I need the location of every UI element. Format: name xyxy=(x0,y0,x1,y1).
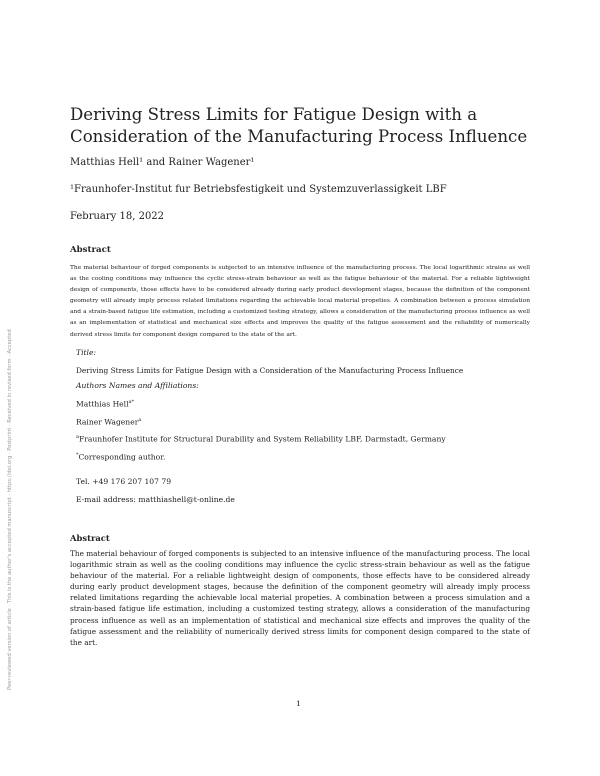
author-1-sup: a* xyxy=(128,399,135,405)
title-page-title: Deriving Stress Limits for Fatigue Design with a Consideration of the Manufacturing Process Influence xyxy=(76,366,464,375)
title-page-abstract-text: The material behaviour of forged components is subjected to an intensive influence of the manufacturing process. The local logarithmic strain as well as the cooling conditions may influence the cyclic stress-strain behaviour as well as the fatigue behaviour of the material. For a reliable lightweight design of components, those effects have to be considered already during early product development stages, because the definition of the component geometry will already imply process related limitations regarding the achievable local material propeties. A combination between a process simulation and a strain-based fatigue life estimation, including a customized testing strategy, allows a consideration of the manufacturing process influence as well as an implementation of statistical and mechanical size effects and improves the quality of the fatigue assessment and the reliability of numerically derived stress limits for component design compared to the state of the art. xyxy=(70,549,530,647)
affil-sup: a xyxy=(76,434,79,440)
abstract-text: The material behaviour of forged components is subjected to an intensive influence of the manufacturing process. The local logarithmic strains as well as the cooling conditions may influence the cyclic stress-strain behaviour as well as the fatigue behaviour of the material. For a reliable lightweight design of components, those effects have to be considered already during early product development stages, because the definition of the component geometry will already imply process related limitations regarding the achievable local material propeties. A combination between a process simulation and a strain-based fatigue life estimation, including a customized testing strategy, allows a consideration of the manufacturing process influence as well as an implementation of statistical and mechanical size effects and improves the quality of the fatigue assessment and the reliability of numerically derived stress limits for component design compared to the state of the art. xyxy=(70,265,530,338)
author-1-name: Matthias Hell xyxy=(76,399,129,409)
corr-text: Corresponding author. xyxy=(78,452,166,462)
title-page-affiliation xyxy=(76,434,446,444)
title-page-tel: Tel. +49 176 207 107 79 xyxy=(76,477,172,486)
title-page-author-2 xyxy=(76,417,141,427)
title-page-author-1 xyxy=(76,399,134,409)
side-margin-text: Peer-reviewed version of article · This is the author's accepted manuscript · https://doi.org · Postprint · Received in revised form · Accepted xyxy=(7,329,13,690)
title-page-title-label: Title: xyxy=(76,348,97,357)
title-page-abstract-heading: Abstract xyxy=(70,533,110,543)
author-2-sup: a xyxy=(138,417,142,423)
paper-authors: Matthias Hell¹ and Rainer Wagener¹ xyxy=(70,157,255,168)
paper-affiliation: ¹Fraunhofer-Institut fur Betriebsfestigkeit und Systemzuverlassigkeit LBF xyxy=(70,184,447,195)
title-page-authors-label: Authors Names and Affiliations: xyxy=(76,381,199,390)
corr-sup: * xyxy=(76,452,79,458)
author-2-name: Rainer Wagener xyxy=(76,417,139,427)
paper-title: Deriving Stress Limits for Fatigue Design with a Consideration of the Manufacturing Process Influence xyxy=(70,105,528,146)
page-number: 1 xyxy=(296,699,301,708)
paper-date: February 18, 2022 xyxy=(70,211,165,222)
affil-text: Fraunhofer Institute for Structural Durability and System Reliability LBF, Darmstadt, Germany xyxy=(78,434,446,444)
title-page-email: E-mail address: matthiashell@t-online.de xyxy=(76,495,235,504)
title-page-corresponding xyxy=(76,452,165,462)
abstract-heading: Abstract xyxy=(70,245,111,255)
side-margin-stamp xyxy=(7,90,17,690)
